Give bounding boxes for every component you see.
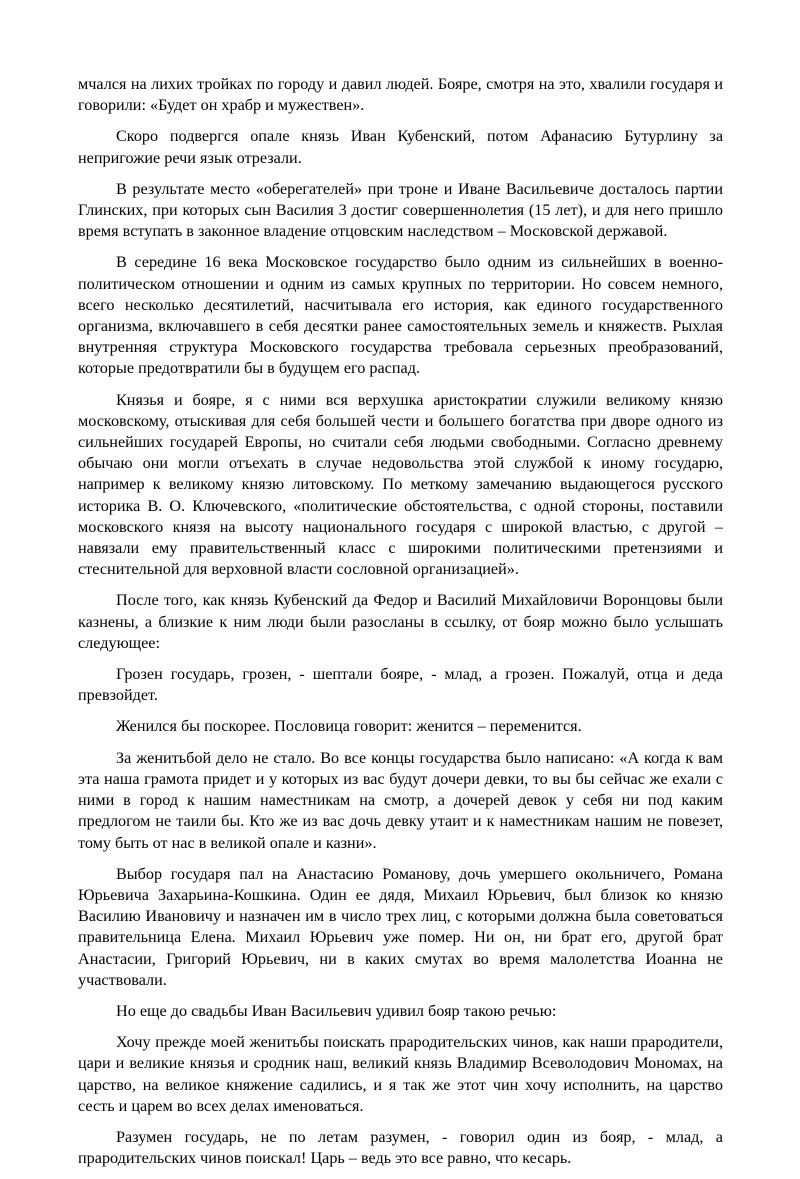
- paragraph: Хочу прежде моей женитьбы поискать прародительских чинов, как наши прародители, цари и великие князья и сродник наш, великий князь Владимир Всеволодович Мономах, на царство, на великое княжение садились, и я так же этот чин хочу исполнить, на царство сесть и царем во всех делах именоваться.: [78, 1033, 723, 1115]
- paragraph: За женитьбой дело не стало. Во все концы государства было написано: «А когда к вам эта наша грамота придет и у которых из вас будут дочери девки, то вы бы сейчас же ехали с ними в город к нашим наместникам на смотр, а дочерей девок у себя ни под каким предлогом не таили бы. Кто же из вас дочь девку утаит и к наместникам нашим не повезет, тому быть от нас в великой опале и казни».: [78, 748, 723, 852]
- paragraph: В середине 16 века Московское государство было одним из сильнейших в военно-политическом отношении и одним из самых крупных по территории. Но совсем немного, всего несколько десятилетий, насчитывала его история, как единого государственного организма, включавшего в себя десятки ранее самостоятельных земель и княжеств. Рыхлая внутренняя структура Московского государства требовала серьезных преобразований, которые предотвратили бы в будущем его распад.: [78, 253, 723, 378]
- paragraph: После того, как князь Кубенский да Федор и Василий Михайловичи Воронцовы были казнены, а близкие к ним люди были разосланы в ссылку, от бояр можно было услышать следующее:: [78, 591, 723, 652]
- paragraph: Князья и бояре, я с ними вся верхушка аристократии служили великому князю московскому, отыскивая для себя большей чести и большего богатства при дворе одного из сильнейших государей Европы, но считали себя людьми свободными. Согласно древнему обычаю они могли отъехать в случае недовольства этой службой к иному государю, например к великому князю литовскому. По меткому замечанию выдающегося русского историка В. О. Ключевского, «политические обстоятельства, с одной стороны, поставили московского князя на высоту национального государя с широкой властью, с другой – навязали ему правительственный класс с широкими политическими претензиями и стеснительной для верховной власти сословной организацией».: [78, 390, 723, 579]
- document-page: [78, 74, 723, 1179]
- paragraph: Женился бы поскорее. Пословица говорит: женится – переменится.: [116, 717, 582, 736]
- paragraph: Грозен государь, грозен, - шептали бояре, - млад, а грозен. Пожалуй, отца и деда превзойдет.: [78, 665, 723, 705]
- paragraph: мчался на лихих тройках по городу и давил людей. Бояре, смотря на это, хвалили государя и говорили: «Будет он храбр и мужествен».: [78, 75, 723, 115]
- paragraph: Скоро подвергся опале князь Иван Кубенский, потом Афанасию Бутурлину за непригожие речи язык отрезали.: [78, 127, 723, 167]
- paragraph: Разумен государь, не по летам разумен, - говорил один из бояр, - млад, а прародительских чинов поискал! Царь – ведь это все равно, что кесарь.: [78, 1127, 723, 1168]
- paragraph: Но еще до свадьбы Иван Васильевич удивил бояр такою речью:: [116, 1001, 557, 1020]
- paragraph: Выбор государя пал на Анастасию Романову, дочь умершего окольничего, Романа Юрьевича Захарьина-Кошкина. Один ее дядя, Михаил Юрьевич, был близок ко князю Василию Ивановичу и назначен им в число трех лиц, с которыми должна была советоваться правительница Елена. Михаил Юрьевич уже помер. Ни он, ни брат его, другой брат Анастасии, Григорий Юрьевич, ни в каких смутах во время малолетства Иоанна не участвовали.: [78, 864, 723, 989]
- paragraph: В результате место «оберегателей» при троне и Иване Васильевиче досталось партии Глинских, при которых сын Василия 3 достиг совершеннолетия (15 лет), и для него пришло время вступать в законное владение отцовским наследством – Московской державой.: [78, 179, 723, 241]
